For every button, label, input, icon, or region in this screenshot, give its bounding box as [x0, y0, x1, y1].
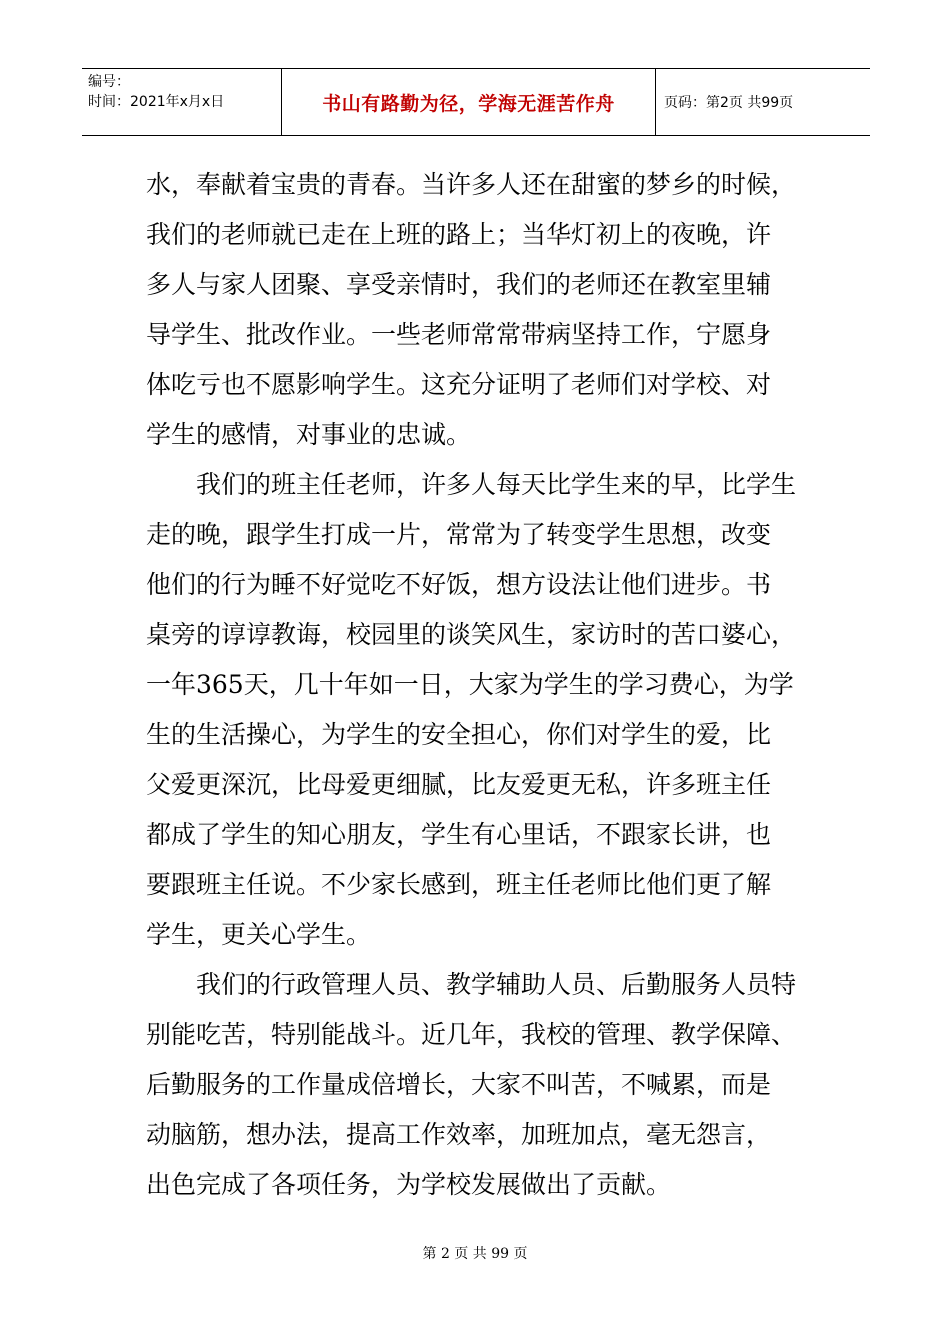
header-motto-cell	[282, 69, 656, 135]
body-line: 生的生活操心，为学生的安全担心，你们对学生的爱，比	[146, 720, 772, 749]
body-line: 我们的班主任老师，许多人每天比学生来的早，比学生	[146, 470, 797, 499]
body-line: 走的晚，跟学生打成一片，常常为了转变学生思想，改变	[146, 520, 772, 549]
body-line: 学生的感情，对事业的忠诚。	[146, 420, 472, 449]
body-line: 多人与家人团聚、享受亲情时，我们的老师还在教室里辅	[146, 270, 772, 299]
header-page-cell	[656, 69, 870, 135]
header-table	[82, 68, 870, 136]
page-footer	[0, 1243, 950, 1263]
doc-date-label: 时间：2021年x月x日	[88, 94, 225, 110]
body-line: 水，奉献着宝贵的青春。当许多人还在甜蜜的梦乡的时候，	[146, 170, 797, 199]
body-line: 我们的行政管理人员、教学辅助人员、后勤服务人员特	[146, 970, 797, 999]
body-line: 体吃亏也不愿影响学生。这充分证明了老师们对学校、对	[146, 370, 772, 399]
body-line: 要跟班主任说。不少家长感到，班主任老师比他们更了解	[146, 870, 772, 899]
body-line: 父爱更深沉，比母爱更细腻，比友爱更无私，许多班主任	[146, 770, 772, 799]
doc-code-label: 编号：	[88, 74, 130, 90]
footer-page-number: 第 2 页 共 99 页	[422, 1246, 528, 1262]
body-line: 出色完成了各项任务，为学校发展做出了贡献。	[146, 1170, 672, 1199]
body-line: 桌旁的谆谆教诲，校园里的谈笑风生，家访时的苦口婆心，	[146, 620, 797, 649]
header-page-info: 页码：第2页 共99页	[664, 95, 794, 111]
body-line: 一年365天，几十年如一日，大家为学生的学习费心，为学	[146, 670, 794, 699]
header-meta-cell	[82, 69, 282, 135]
header-motto: 书山有路勤为径，学海无涯苦作舟	[322, 92, 615, 115]
body-line: 导学生、批改作业。一些老师常常带病坚持工作，宁愿身	[146, 320, 772, 349]
body-line: 动脑筋，想办法，提高工作效率，加班加点，毫无怨言，	[146, 1120, 772, 1149]
body-line: 我们的老师就已走在上班的路上；当华灯初上的夜晚，许	[146, 220, 772, 249]
body-line: 都成了学生的知心朋友，学生有心里话，不跟家长讲，也	[146, 820, 772, 849]
body-line: 后勤服务的工作量成倍增长，大家不叫苦，不喊累，而是	[146, 1070, 772, 1099]
document-body	[146, 160, 814, 1210]
body-line: 学生，更关心学生。	[146, 920, 372, 949]
body-line: 他们的行为睡不好觉吃不好饭，想方设法让他们进步。书	[146, 570, 772, 599]
body-line: 别能吃苦，特别能战斗。近几年，我校的管理、教学保障、	[146, 1020, 797, 1049]
